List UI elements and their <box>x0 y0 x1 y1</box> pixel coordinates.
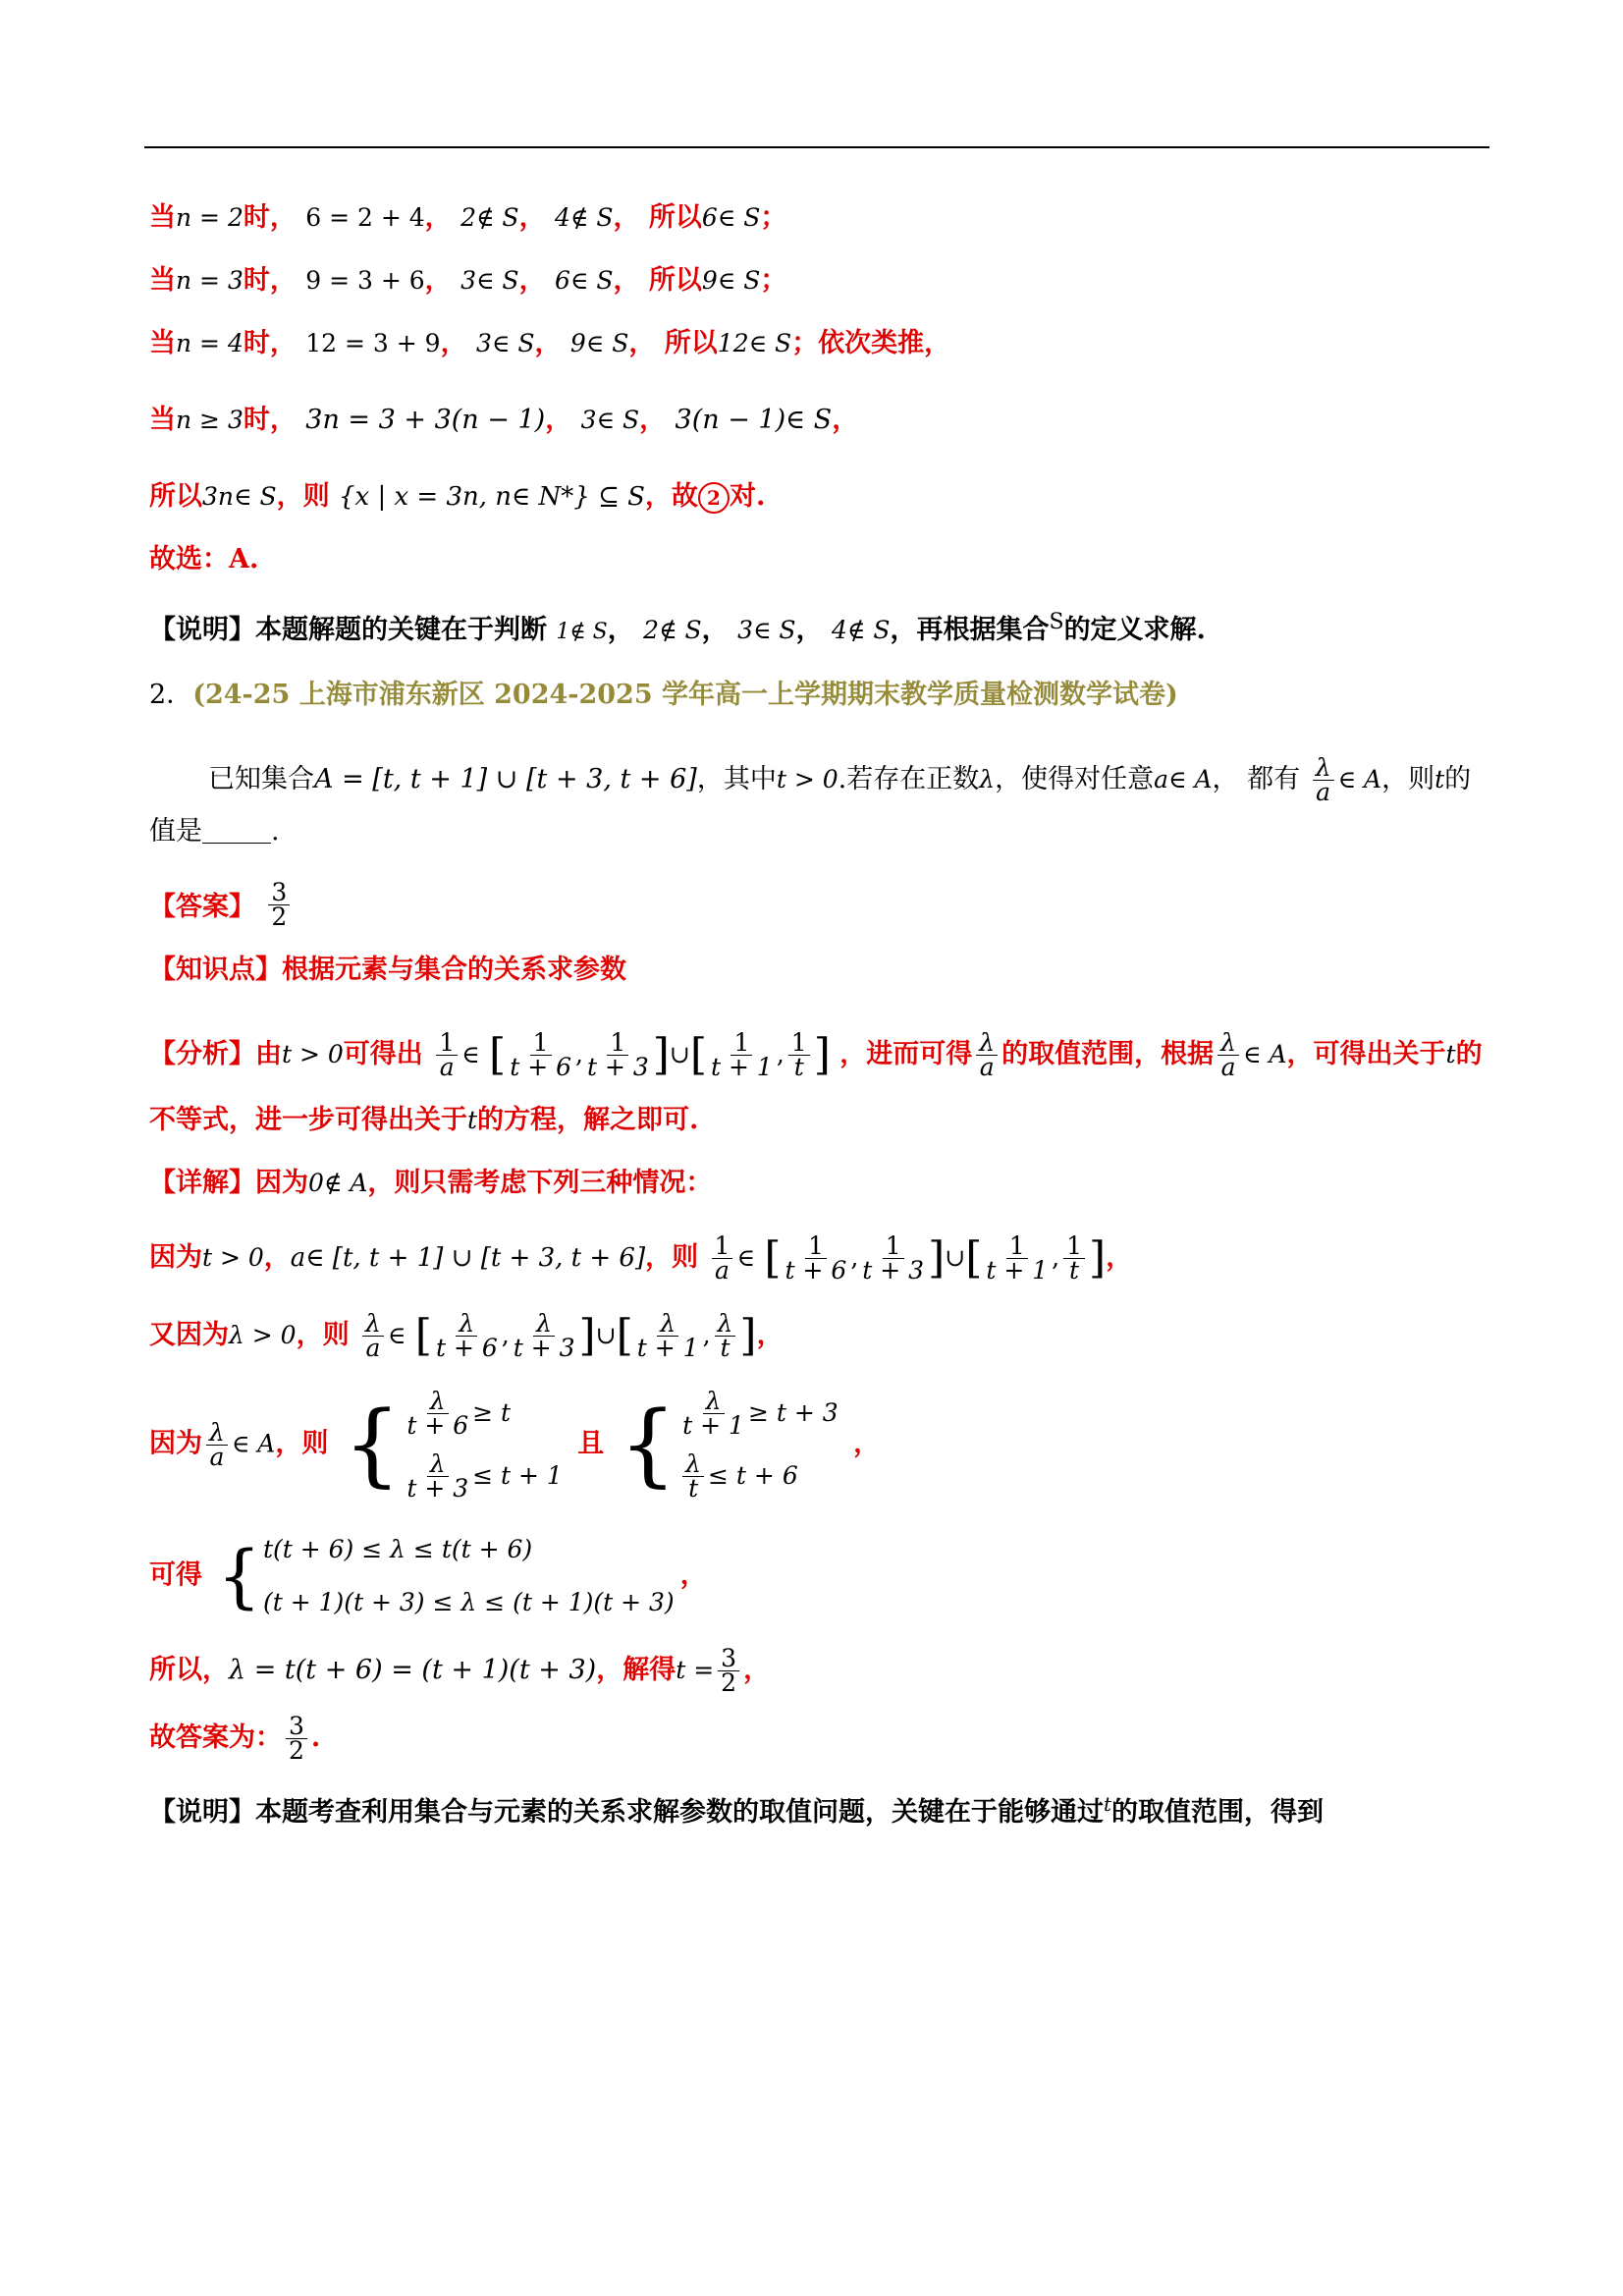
detail-2: 因为t > 0，a∈ [t, t + 1] ∪ [t + 3, t + 6]，则 $\frac{1}{a}$ ∈ [ $\frac{1}{t + 6}$ , $\frac{1}{t + 3}$ ]∪[ $\frac{1}{t + 1}$ , $\frac{1}{t}$ ]， <box>149 1231 1133 1285</box>
answer: 【答案】 $\frac{3}{2}$ <box>149 881 1485 929</box>
case-n2: 当n = 2时， 6 = 2 + 4， 2∉ S， 4∉ S， 所以6∈ S； <box>149 202 787 233</box>
note-2: 【说明】本题考查利用集合与元素的关系求解参数的取值问题，关键在于能够通过$^t$的取值范围，得到 <box>149 1792 1325 1828</box>
detail-4: 因为 $\frac{\lambda}{a}$ ∈ A，则 { $\frac{\lambda}{t + 6}$ ≥ t $\frac{\lambda}{t + 3}$ ≤ t + 1 且 { $\frac{\lambda}{t + 1}$ ≥ t + 3 $\frac{\lambda}{t}$ ≤ t + 6 ， <box>149 1384 1485 1505</box>
problem-stem: 已知集合A = [t, t + 1] ∪ [t + 3, t + 6]，其中t > 0.若存在正数λ，使得对任意a∈ A， 都有 $\frac{\lambda}{a}$ ∈ A，则t的 <box>208 753 1472 806</box>
document-body <box>149 196 1485 1854</box>
analysis-1: 【分析】由t > 0可得出 $\frac{1}{a}$ ∈ [ $\frac{1}{t + 6}$ , $\frac{1}{t + 3}$ ]∪[ $\frac{1}{t + 1}$ , $\frac{1}{t}$ ] ，进而可得 $\frac{\lambda}{a}$ 的取值范围，根据 $\frac{\lambda}{a}$ ∈ A，可得出关于t的 <box>149 1028 1483 1081</box>
detail-6: 所以，λ = t(t + 6) = (t + 1)(t + 3)，解得t = $\frac{3}{2}$ ， <box>149 1644 771 1697</box>
answer-blank <box>202 843 271 844</box>
circled-number: 2 <box>698 482 730 514</box>
knowledge-point: 【知识点】根据元素与集合的关系求参数 <box>149 955 626 985</box>
system-3: { t(t + 6) ≤ λ ≤ t(t + 6) (t + 1)(t + 3) ≤ λ ≤ (t + 1)(t + 3) <box>217 1535 675 1616</box>
case-n3: 当n = 3时， 9 = 3 + 6， 3∈ S， 6∈ S， 所以9∈ S； <box>149 265 787 296</box>
choose-answer: 故选：A. <box>149 544 259 574</box>
analysis-2: 不等式，进一步可得出关于t的方程，解之即可. <box>149 1105 699 1135</box>
problem-stem-2: 值是 . <box>149 816 280 847</box>
system-2: { $\frac{\lambda}{t + 1}$ ≥ t + 3 $\frac{\lambda}{t}$ ≤ t + 6 <box>619 1387 839 1503</box>
detail-3: 又因为λ > 0，则 $\frac{\lambda}{a}$ ∈ [ $\frac{\lambda}{t + 6}$ , $\frac{\lambda}{t + 3}$ ]∪[ $\frac{\lambda}{t + 1}$ , $\frac{\lambda}{t}$ ]， <box>149 1309 784 1362</box>
problem-header: 2．(24-25 上海市浦东新区 2024-2025 学年高一上学期期末教学质量检测数学试卷) <box>149 680 1178 710</box>
detail-1: 【详解】因为0∉ A，则只需考虑下列三种情况： <box>149 1168 713 1198</box>
header-rule <box>144 146 1489 148</box>
case-n4: 当n = 4时， 12 = 3 + 9， 3∈ S， 9∈ S， 所以12∈ S；依次类推， <box>149 328 951 358</box>
lambda-over-a: $\frac{\lambda}{a}$ <box>1313 756 1334 804</box>
detail-5: 可得 { t(t + 6) ≤ λ ≤ t(t + 6) (t + 1)(t + 3) ≤ λ ≤ (t + 1)(t + 3) ， <box>149 1525 1485 1627</box>
note-1: 【说明】本题解题的关键在于判断 1∉ S， 2∉ S， 3∈ S， 4∉ S，再根据集合$^S$的定义求解. <box>149 610 1206 645</box>
case-n-ge-3: 当n ≥ 3时， 3n = 3 + 3(n − 1)， 3∈ S， 3(n − 1)∈ S， <box>149 405 859 435</box>
detail-7: 故答案为： $\frac{3}{2}$ . <box>149 1712 321 1765</box>
system-1: { $\frac{\lambda}{t + 6}$ ≥ t $\frac{\lambda}{t + 3}$ ≤ t + 1 <box>343 1387 563 1503</box>
conclusion-3n: 所以3n∈ S，则 {x | x = 3n, n∈ N*} ⊆ S，故 2 对. <box>149 481 766 512</box>
